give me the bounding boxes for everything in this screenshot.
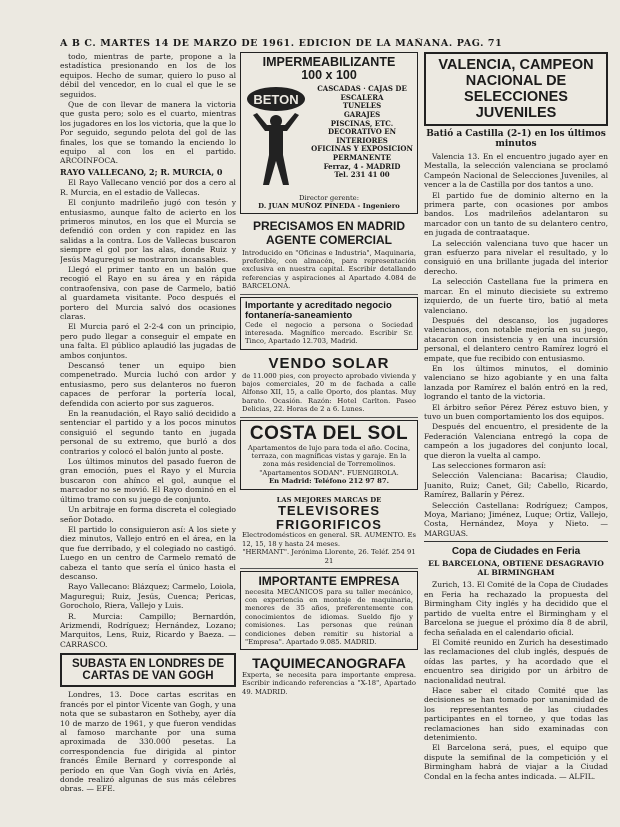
ad-title-2: FRIGORIFICOS bbox=[276, 516, 382, 532]
paragraph: Llegó el primer tanto en un balón que recogió el Rayo en su área y en rápida contraofensiva, con pase de Carmelo, batió al guardameta visitante. Poco después el portero del Murcia salvó dos ocasiones claras. bbox=[60, 264, 236, 321]
article-dek-2: EL BARCELONA, OBTIENE DESAGRAVIO AL BIRMINGHAM bbox=[428, 558, 604, 578]
paragraph: Que de con llevar de manera la victoria que gusta pero; solo es el cuarto, mientras los jugadores en los los victoria, que la que lo Por seguido, segundo pelota del gol de las finales, los que se tomando la enciendo lo equipo al con los en el partido. ARCOINFOCA. bbox=[60, 100, 236, 166]
lineup: R. Murcia: Campillo; Bernardón, Arizmendi, Rodríguez; Hernández, Lozano; Marquitos, Lens, Ruiz, Ricardo y Baeza. — CARRASCO. bbox=[60, 611, 236, 649]
column-right bbox=[424, 52, 608, 822]
paragraph: El Murcia paró el 2-2-4 con un principio, pero pudo llegar a conseguir el empate en una falta. El público aplaudió las jugadas de ambos conjuntos. bbox=[60, 322, 236, 360]
article-dek: Batió a Castilla (2-1) en los últimos minutos bbox=[426, 129, 606, 149]
ad-title: Importante y acreditado negocio fontanería-saneamiento bbox=[245, 299, 392, 321]
ad-body: Cede el negocio a persona o Sociedad interesada. Magnífico mercado. Escribir Sr. Tinco, Apartado 12.703, Madrid. bbox=[245, 320, 413, 346]
list-item: GARAJES bbox=[343, 110, 381, 120]
list-item: TUNELES bbox=[342, 101, 382, 111]
ad-body: necesita MECÁNICOS para su taller mecánico, con experiencia en montaje de maquinaria, menores de 35 años, preferentemente con conocimientos de idiomas. Sueldo fijo y comisiones. Las personas que reúnan condiciones deben remitir su historial a "Empresa". Apartado 9.085. MADRID. bbox=[245, 587, 413, 646]
beton-figure-icon bbox=[245, 85, 307, 191]
paragraph: Un arbitraje en forma discreta el colegiado señor Dotado. bbox=[60, 505, 236, 524]
article-headline-box bbox=[60, 653, 236, 687]
ad-title: TELEVISORES bbox=[277, 503, 381, 518]
ad-agente-comercial bbox=[240, 218, 418, 294]
paragraph: Valencia 13. En el encuentro jugado ayer en Mestalla, la selección valenciana se proclamó Campeón Nacional de Selecciones Juveniles, al vencer a la de Castilla por dos tantos a uno. bbox=[424, 152, 608, 190]
list-item: Tel. 231 41 00 bbox=[334, 170, 390, 180]
ad-vendo-solar bbox=[240, 354, 418, 418]
paragraph: Los últimos minutos del pasado fueron de gran emoción, pues el Rayo y el Murcia buscaron con ahínco el gol, aunque el marcador no se movió. El Rayo dominó en el último tramo con su juego de conjunto. bbox=[60, 457, 236, 504]
ad-beton bbox=[240, 52, 418, 214]
article-headline-2: Copa de Ciudades en Feria bbox=[451, 546, 581, 558]
paragraph: Hace saber el citado Comité que las decisiones se han tomado por unanimidad de los representantes de las ciudades participantes en el torneo, y que todas las reclamaciones han sido examinadas con detenimiento. bbox=[424, 685, 608, 742]
list-item: OFICINAS Y EXPOSICION PERMANENTE bbox=[311, 144, 413, 162]
beton-logo-text: BETON bbox=[253, 92, 299, 108]
paragraph: En la reanudación, el Rayo salió decidido a sentenciar el partido y a los pocos minutos consiguió el segundo tanto en jugada personal de su extremo, que burló a dos contrarios y colocó el balón junto al poste. bbox=[60, 409, 236, 456]
article-headline: VALENCIA, CAMPEON NACIONAL DE SELECCIONES JUVENILES bbox=[438, 57, 594, 121]
ad-footer: En Madrid: Teléfono 212 97 87. bbox=[269, 477, 389, 486]
paragraph: La selección Castellana fue la primera en marcar. En el minuto diecisiete su extremo izquierdo, de un fuerte tiro, batió al meta valenciano. bbox=[424, 277, 608, 315]
list-item: Ferraz, 4 - MADRID bbox=[323, 161, 401, 171]
page-header: A B C. MARTES 14 DE MARZO DE 1961. EDICION DE LA MAÑANA. PAG. 71 bbox=[60, 38, 503, 49]
paragraph: El conjunto madrileño jugó con tesón y entusiasmo, aunque falto de acierto en los primeros minutos, en los que el Murcia se defendió con orden y con rapidez en las salidas a la contra. Los de Vallecas buscaron siempre el gol por las alas, donde Ruiz y Jesús Maguregui se mostraron incansables. bbox=[60, 198, 236, 264]
paragraph: En los últimos minutos, el dominio valenciano se hizo agobiante y en una falta lanzada por Ramírez el balón entró en la red, logrando el tanto de la victoria. bbox=[424, 363, 608, 402]
paragraph: El Rayo Vallecano venció por dos a cero al R. Murcia, en el estadio de Vallecas. bbox=[60, 178, 236, 197]
paragraph: El árbitro señor Pérez Pérez estuvo bien, y tuvo un buen comportamiento los dos equipos. bbox=[424, 402, 608, 421]
ad-footer: "HERMANT". Jerónima Llorente, 26. Teléf. 254 91 21 bbox=[242, 548, 416, 565]
paragraph: Descansó tener un equipo bien compenetrado. Murcia luchó con ardor y entusiasmo, pero sus delanteros no fueron capaces de perforar la portería local, defendida con acierto por sus zagueros. bbox=[60, 361, 236, 408]
paragraph: Zurich, 13. El Comité de la Copa de Ciudades en Feria ha rechazado la propuesta del Birmingham City inglés y ha decidido que el partido de vuelta entre el Birmingham y el Barcelona se juegue el próximo día 8 de abril, fecha señalada en el calendario oficial. bbox=[424, 580, 608, 637]
list-item: DECORATIVO EN INTERIORES bbox=[327, 127, 396, 145]
paragraph: todo, mientras de parte, propone a la estadística presionando en los de los equipos. Hecho de sumar, quiero lo puso al débil del vencedor, en lo cual el que le se seguidos. bbox=[60, 52, 236, 99]
paragraph: Londres, 13. Doce cartas escritas en francés por el pintor Vicente van Gogh, y una nota que se subastaron en Sotheby, ayer día 10 de marzo de 1961, y que fueron vendidas al famoso marchante por una suma aproximada de 330.000 pesetas. La correspondencia fue dirigida al pintor francés Émile Bernard y corresponde al período en que Van Gogh vivía en Arlés, donde realizó algunas de sus más célebres obras. — EFE. bbox=[60, 690, 236, 794]
ad-title: IMPORTANTE EMPRESA bbox=[258, 573, 400, 588]
list-item: PISCINAS, ETC. bbox=[330, 118, 394, 128]
ad-taquimecanografa bbox=[240, 654, 418, 699]
article-headline-box bbox=[424, 52, 608, 126]
lineup: Selección Castellana: Rodríguez; Campos, Moya, Mariano; Jiménez, Luque; Ortiz, Vallejo, Costa, Hernández, Moya y Nieto. — MARGUAS. bbox=[424, 500, 608, 538]
ad-director: D. JUAN MUÑOZ PINEDA - Ingeniero bbox=[258, 202, 400, 211]
paragraph: Después del encuentro, el presidente de la Federación Valenciana entregó la copa de campeón a los jugadores del conjunto local, que dieron la vuelta al campo. bbox=[424, 422, 608, 460]
article-headline: SUBASTA EN LONDRES DE CARTAS DE VAN GOGH bbox=[71, 658, 225, 683]
column-ads bbox=[240, 52, 418, 822]
ad-body: Electrodomésticos en general. SR. AUMENTO. Es 12, 15, 18 y hasta 24 meses. bbox=[242, 531, 416, 548]
ad-title: COSTA DEL SOL bbox=[249, 422, 409, 444]
paragraph: Las selecciones formaron así: bbox=[432, 461, 547, 470]
paragraph: Después del descanso, los jugadores valencianos, con notable mejoría en su juego, atacaron con insistencia y en una incursión personal, el delantero centro Ramírez logró el empate, que fue recibido con entusiasmo. bbox=[424, 315, 608, 363]
ad-importante-empresa bbox=[240, 571, 418, 650]
ad-subtitle: 100 x 100 bbox=[301, 68, 357, 83]
lineup: Selección Valenciana: Bacarisa; Claudio, Juanito, Ruiz; Canet, Gil; Cabello, Ricardo, Ramírez, Ballarín y Pérez. bbox=[424, 471, 608, 500]
ad-body: Introducido en "Oficinas e Industria", Maquinaria, preferible, con almacén, para representación exclusiva en nuestra capital. Escribir detallando referencias y aspiraciones al Apartado 4.084 de BARCELONA. bbox=[242, 248, 416, 291]
ad-subtitle: AGENTE COMERCIAL bbox=[266, 233, 392, 248]
ad-body: de 11.000 pies, con proyecto aprobado vivienda y bajos comerciales, 20 m de fachada a calle Alfonso XII, 15, a calle Oporto, dos plantas. Muy barato. Ocasión. Razón: Hotel Carlton. Paseo Delicias, 22. Horas de 2 a 6. Lunes. bbox=[242, 371, 416, 414]
paragraph: La selección valenciana tuvo que hacer un gran esfuerzo para nivelar el resultado, y lo consiguió en una brillante jugada del interior derecho. bbox=[424, 238, 608, 276]
paragraph: El Barcelona será, pues, el equipo que dispute la semifinal de la competición y el Birmingham habrá de viajar a la Ciudad Condal en la fecha antes indicada. — ALFIL. bbox=[424, 743, 608, 781]
divider bbox=[424, 541, 608, 542]
ad-body: Apartamentos de lujo para toda el año. Cocina, terraza, con magníficas vistas y garaje. En la zona más residencial de Torremolinos. "Apartamentos SODAN". FUENGIROLA. bbox=[247, 443, 411, 477]
lineup: Rayo Vallecano: Blázquez; Carmelo, Loiola, Maguregui; Ruiz, Jesús, Cuenca; Pericas, Gorocholo, Riera, Vallejo y Luis. bbox=[60, 582, 236, 611]
match-subheading: RAYO VALLECANO, 2; R. MURCIA, 0 bbox=[60, 166, 223, 177]
ad-fontaneria bbox=[240, 297, 418, 350]
ad-televisores bbox=[240, 494, 418, 569]
ad-costa-del-sol bbox=[240, 420, 418, 490]
ad-title: TAQUIMECANOGRAFA bbox=[252, 655, 406, 672]
beton-logo bbox=[245, 85, 307, 193]
beton-uses-list bbox=[311, 85, 413, 193]
ad-title: IMPERMEABILIZANTE bbox=[262, 55, 396, 69]
paragraph: El partido lo consiguieron así: A los siete y diez minutos, Vallejo entró en el área, en la que fue derribado, y el colegiado no castigó. Luego en un centro de Carmelo remató de cabeza el tanto que sería el único hasta el descanso. bbox=[60, 524, 236, 581]
ad-title: PRECISAMOS EN MADRID bbox=[252, 219, 405, 234]
paragraph: El Comité reunido en Zurich ha desestimado las reclamaciones del club inglés, después de oídas las partes, y ha acordado que el encuentro sea dirigido por un árbitro de nacionalidad neutral. bbox=[424, 637, 608, 685]
list-item: CASCADAS · CAJAS DE ESCALERA bbox=[317, 84, 407, 102]
ad-pretitle: LAS MEJORES MARCAS DE bbox=[276, 495, 382, 504]
ad-director-label: Director gerente: bbox=[298, 193, 359, 202]
ad-title: VENDO SOLAR bbox=[268, 354, 390, 372]
ad-body: Experta, se necesita para importante empresa. Escribir indicando referencias a "X-18", Apartado 49. MADRID. bbox=[242, 671, 416, 696]
paragraph: El partido fue de dominio alterno en la primera parte, con ocasiones por ambos bandos. Los madrileños adelantaron su marcador con un tanto de su delantero centro, en jugada de contraataque. bbox=[424, 190, 608, 238]
column-left bbox=[60, 52, 236, 822]
